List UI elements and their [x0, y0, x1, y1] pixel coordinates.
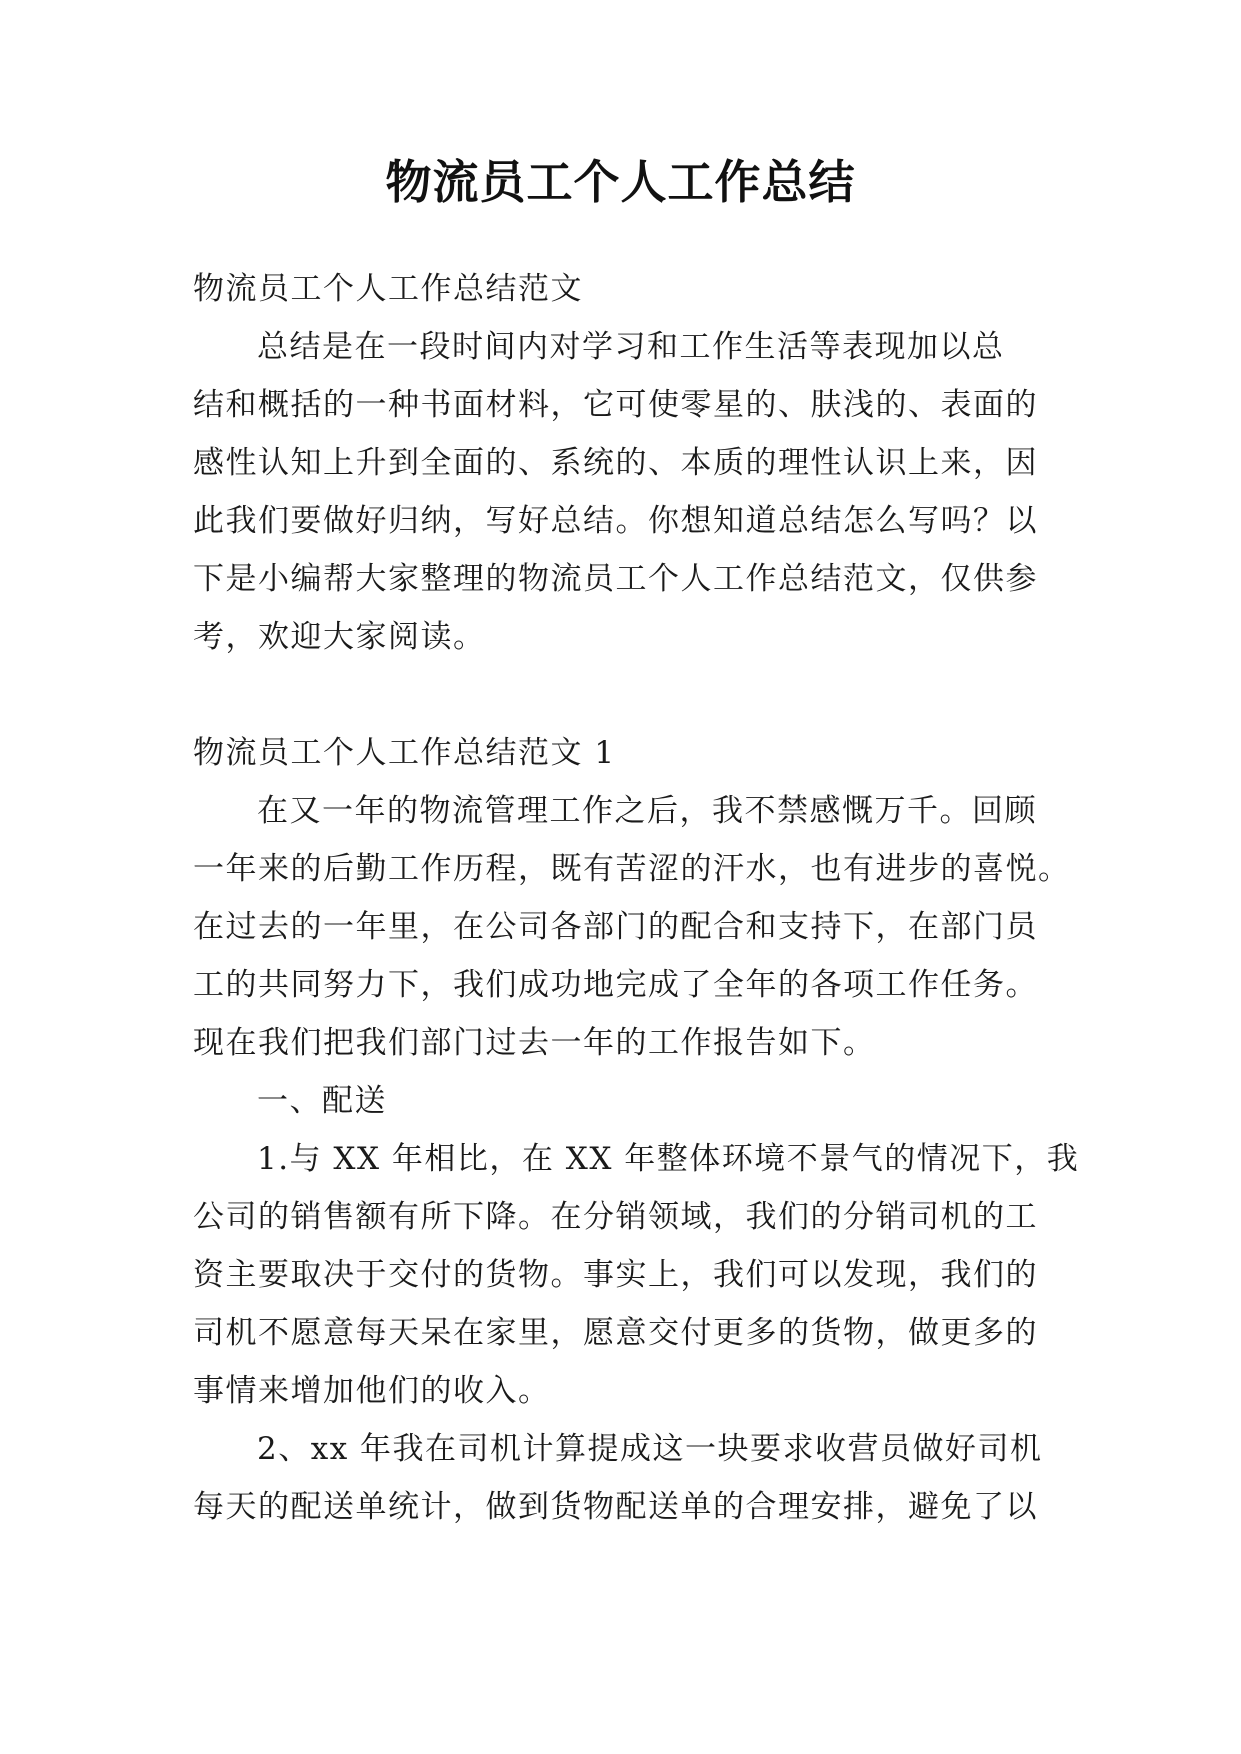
paragraph-line: 结和概括的一种书面材料，它可使零星的、肤浅的、表面的: [193, 387, 1038, 423]
section-heading: 物流员工个人工作总结范文 1: [193, 735, 616, 771]
paragraph-line: 总结是在一段时间内对学习和工作生活等表现加以总: [257, 329, 1005, 365]
paragraph-line: 感性认知上升到全面的、系统的、本质的理性认识上来，因: [193, 445, 1038, 481]
intro-heading: 物流员工个人工作总结范文: [193, 271, 583, 307]
item-2-paragraph: [193, 1420, 1073, 1536]
subheading-delivery: 一、配送: [257, 1083, 387, 1119]
paragraph-line: 司机不愿意每天呆在家里，愿意交付更多的货物，做更多的: [193, 1315, 1038, 1351]
paragraph-line: 在过去的一年里，在公司各部门的配合和支持下，在部门员: [193, 909, 1038, 945]
paragraph-line: 工的共同努力下，我们成功地完成了全年的各项工作任务。: [193, 967, 1038, 1003]
paragraph-line: 每天的配送单统计，做到货物配送单的合理安排，避免了以: [193, 1489, 1038, 1525]
intro-paragraph: [193, 318, 1073, 666]
paragraph-line: 此我们要做好归纳，写好总结。你想知道总结怎么写吗？以: [193, 503, 1038, 539]
item-1-paragraph: [193, 1130, 1080, 1420]
paragraph-line: 事情来增加他们的收入。: [193, 1373, 551, 1409]
paragraph-line: 现在我们把我们部门过去一年的工作报告如下。: [193, 1025, 876, 1061]
paragraph-line: 2、xx 年我在司机计算提成这一块要求收营员做好司机: [257, 1431, 1043, 1467]
section1-paragraph: [193, 782, 1073, 1072]
paragraph-line: 资主要取决于交付的货物。事实上，我们可以发现，我们的: [193, 1257, 1038, 1293]
paragraph-gap: [193, 666, 1073, 724]
document-body: [193, 260, 1080, 1536]
paragraph-line: 一年来的后勤工作历程，既有苦涩的汗水，也有进步的喜悦。: [193, 851, 1071, 887]
paragraph-line: 1.与 XX 年相比，在 XX 年整体环境不景气的情况下，我: [257, 1141, 1080, 1177]
paragraph-line: 下是小编帮大家整理的物流员工个人工作总结范文，仅供参: [193, 561, 1038, 597]
paragraph-line: 在又一年的物流管理工作之后，我不禁感慨万千。回顾: [257, 793, 1037, 829]
paragraph-line: 公司的销售额有所下降。在分销领域，我们的分销司机的工: [193, 1199, 1038, 1235]
document-title: 物流员工个人工作总结: [385, 155, 856, 209]
paragraph-line: 考，欢迎大家阅读。: [193, 619, 486, 655]
